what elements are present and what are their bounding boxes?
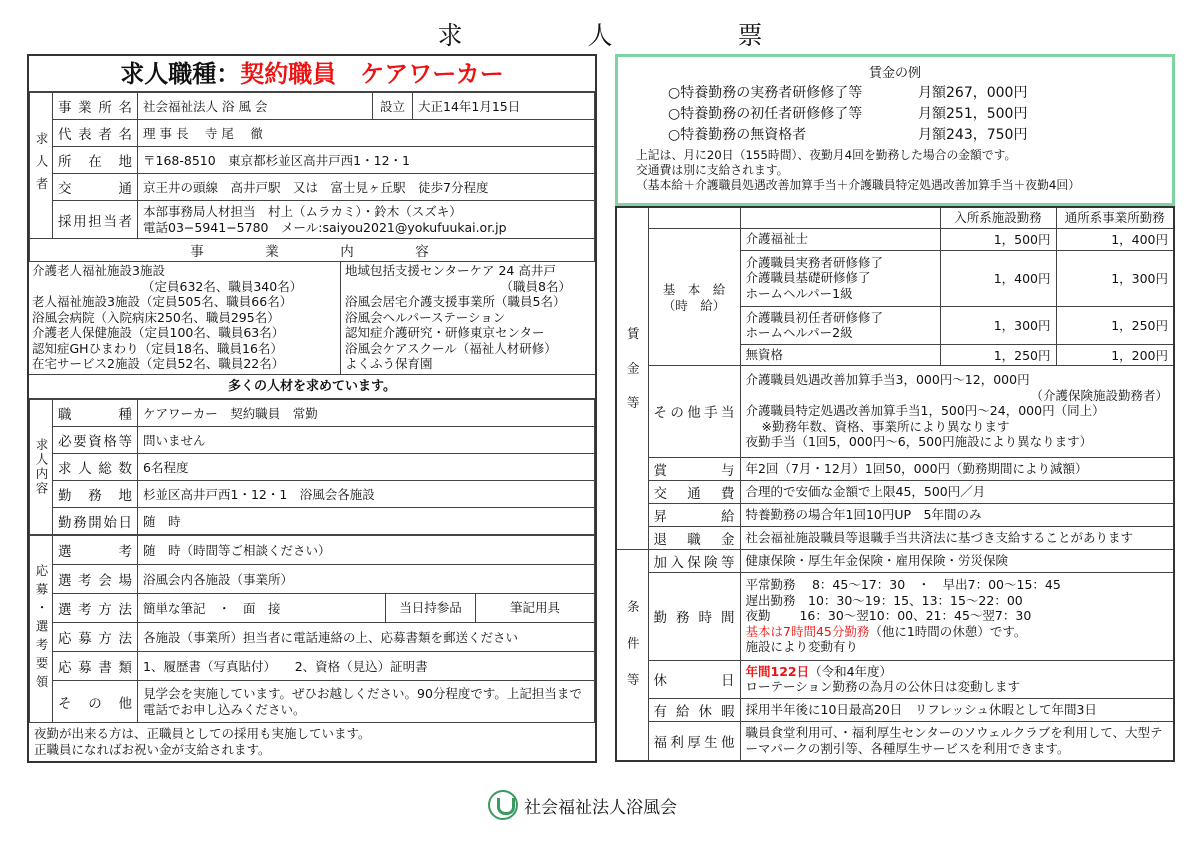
hours-break: （他に1時間の休憩）です。 xyxy=(869,623,1027,639)
label-bring: 当日持参品 xyxy=(386,594,476,623)
hours-line: 施設により変動有り xyxy=(745,639,859,655)
left-panel xyxy=(27,54,597,763)
value-commute: 合理的で安価な金額で上限45，500円／月 xyxy=(740,480,1174,503)
value-welfare: 職員食堂利用可、・福利厚生センターのソウェルクラブを利用して、大型テーマパークの割引等、各種厚生サービスを利用できます。 xyxy=(740,721,1174,761)
label-raise: 昇給 xyxy=(648,503,740,526)
allowance-line: ※勤務年数、資格、事業所により異なります xyxy=(761,418,1010,434)
business-item: 認知症GHひまわり（定員18名、職員16名） xyxy=(32,340,283,356)
value-job: ケアワーカー 契約職員 常勤 xyxy=(138,400,595,427)
label-commute: 交通費 xyxy=(648,480,740,503)
wage-residential: 1，300円 xyxy=(940,306,1056,344)
wage-example-heading: 賃金の例 xyxy=(868,66,921,81)
footer-note-line: 正職員になればお祝い金が支給されます。 xyxy=(34,741,271,757)
wage-daycare: 1，250円 xyxy=(1056,306,1174,344)
label-venue: 選考会場 xyxy=(53,565,138,594)
allowance-line: 介護職員特定処遇改善加算手当1，500円〜24，000円（同上） xyxy=(745,403,1105,419)
label-rep: 代表者名 xyxy=(53,120,138,147)
label-holiday: 休日 xyxy=(648,660,740,698)
value-workplace: 杉並区高井戸西1・12・1 浴風会各施設 xyxy=(138,481,595,508)
holiday-note: ローテーション勤務の為月の公休日は変動します xyxy=(745,679,1021,694)
allowance-line: 夜勤手当（1回5，000円〜6，500円施設により異なります） xyxy=(745,434,1093,450)
business-item: 浴風会居宅介護支援事業所（職員5名） xyxy=(345,294,566,309)
wage-example-label: ○特養勤務の無資格者 xyxy=(668,127,807,143)
business-item: （職員8名） xyxy=(500,278,571,294)
value-retirement: 社会福祉施設職員等退職手当共済法に基づき支給することがあります xyxy=(740,526,1174,549)
hours-line: 遅出勤務 10：30〜19：15、13：15〜22：00 xyxy=(745,592,1023,608)
holiday-year: （令和4年度） xyxy=(809,663,893,679)
label-paid-leave: 有給休暇 xyxy=(648,698,740,721)
wage-residential: 1，250円 xyxy=(940,344,1056,365)
value-insurance: 健康保険・厚生年金保険・雇用保険・労災保険 xyxy=(740,549,1174,572)
business-list xyxy=(29,262,595,375)
label-bonus: 賞与 xyxy=(648,457,740,480)
col-header-daycare: 通所系事業所勤務 xyxy=(1056,207,1174,228)
value-hours xyxy=(740,572,1174,660)
value-paid-leave: 採用半年後に10日最高20日 リフレッシュ休暇として年間3日 xyxy=(740,698,1174,721)
value-contact: 本部事務局人材担当 村上（ムラカミ）・鈴木（スズキ） xyxy=(143,204,462,219)
right-panel xyxy=(615,54,1175,762)
label-start: 勤務開始日 xyxy=(53,508,138,535)
job-heading: 求人職種：契約職員 ケアワーカー xyxy=(29,56,595,92)
value-other: 見学会を実施しています。ぜひお越しください。90分程度です。上記担当まで電話でお申し込みください。 xyxy=(138,681,595,723)
label-address: 所在地 xyxy=(53,147,138,174)
business-heading: 事 業 内 容 xyxy=(30,239,595,262)
value-contact-phone-mail[interactable]: 電話03−5941−5780 メール:saiyou2021@yokufuukai.or.jp xyxy=(143,219,507,235)
qual-name: 介護職員実務者研修修了 介護職員基礎研修修了 ホームヘルパー1級 xyxy=(740,250,940,306)
allowance-line: 介護職員処遇改善加算手当3，000円〜12，000円 xyxy=(745,372,1030,388)
footer-note xyxy=(29,723,595,761)
label-documents: 応募書類 xyxy=(53,652,138,681)
wage-example-value: 月額267，000円 xyxy=(918,85,1028,101)
business-item: 浴風会病院（入院病床250名、職員295名） xyxy=(32,309,280,325)
wage-daycare: 1，400円 xyxy=(1056,228,1174,250)
label-qual: 必要資格等 xyxy=(53,427,138,454)
base-pay-title: 基 本 給 xyxy=(662,281,726,297)
business-item: 浴風会ケアスクール（福祉人材研修） xyxy=(345,340,557,356)
wage-note: 上記は、月に20日（155時間）、夜勤月4回を勤務した場合の金額です。 xyxy=(636,148,1017,162)
wage-example-value: 月額243，750円 xyxy=(918,127,1028,143)
blank-cell xyxy=(648,207,740,228)
employer-side-label: 求人者 xyxy=(30,93,53,239)
label-job: 職種 xyxy=(53,400,138,427)
base-pay-sub: （時 給） xyxy=(662,297,726,313)
value-transit: 京王井の頭線 高井戸駅 又は 富士見ヶ丘駅 徒歩7分程度 xyxy=(138,174,595,201)
hours-basic: 基本は7時間45分勤務 xyxy=(745,623,870,639)
conditions-side-label: 条件等 xyxy=(616,549,648,761)
wage-residential: 1，500円 xyxy=(940,228,1056,250)
business-item: 在宅サービス2施設（定員52名、職員22名） xyxy=(32,356,285,371)
apply-side-label: 応募・選考要領 xyxy=(30,536,53,723)
value-bring: 筆記用具 xyxy=(476,594,595,623)
org-name: 社会福祉法人浴風会 xyxy=(524,797,677,818)
wage-daycare: 1，200円 xyxy=(1056,344,1174,365)
label-other: その他 xyxy=(53,681,138,723)
employer-table xyxy=(29,92,595,262)
hours-line: 平常勤務 8：45〜17：30 ・ 早出7：00〜15：45 xyxy=(745,577,1061,593)
qual-name: 介護福祉士 xyxy=(740,228,940,250)
hours-line: 夜勤 16：30〜翌10：00、21：45〜翌7：30 xyxy=(745,608,1032,624)
value-documents: 1、履歴書（写真貼付） 2、資格（見込）証明書 xyxy=(138,652,595,681)
value-holiday xyxy=(740,660,1174,698)
business-item: 浴風会ヘルパーステーション xyxy=(345,309,506,325)
value-apply-method: 各施設（事業所）担当者に電話連絡の上、応募書類を郵送ください xyxy=(138,623,595,652)
value-count: 6名程度 xyxy=(138,454,595,481)
value-founded: 大正14年1月15日 xyxy=(413,93,595,120)
value-raise: 特養勤務の場合年1回10円UP 5年間のみ xyxy=(740,503,1174,526)
job-detail-side-label: 求人内容 xyxy=(30,400,53,535)
job-detail-table xyxy=(29,399,595,535)
wage-example-label: ○特養勤務の初任者研修修了等 xyxy=(668,106,863,122)
value-venue: 浴風会内各施設（事業所） xyxy=(138,565,595,594)
apply-table xyxy=(29,535,595,723)
label-insurance: 加入保険等 xyxy=(648,549,740,572)
label-contact: 採用担当者 xyxy=(53,201,138,239)
wage-example-box xyxy=(615,54,1175,206)
label-welfare: 福利厚生他 xyxy=(648,721,740,761)
value-company: 社会福祉法人 浴 風 会 xyxy=(138,93,373,120)
page-title: 求 人 票 xyxy=(437,21,813,50)
value-method: 簡単な筆記 ・ 面 接 xyxy=(138,594,386,623)
holiday-count: 年間122日 xyxy=(745,663,810,679)
label-apply-method: 応募方法 xyxy=(53,623,138,652)
business-item: 老人福祉施設3施設（定員505名、職員66名） xyxy=(32,294,293,309)
wage-note: （基本給＋介護職員処遇改善加算手当＋介護職員特定処遇改善加算手当＋夜勤4回） xyxy=(636,178,1080,192)
label-retirement: 退職金 xyxy=(648,526,740,549)
value-selection: 随 時（時間等ご相談ください） xyxy=(138,536,595,565)
label-hours: 勤務時間 xyxy=(648,572,740,660)
label-other-allowance: その他手当 xyxy=(648,365,740,457)
label-workplace: 勤務地 xyxy=(53,481,138,508)
label-transit: 交通 xyxy=(53,174,138,201)
wage-example-label: ○特養勤務の実務者研修修了等 xyxy=(668,85,863,101)
business-item: 地域包括支援センターケア 24 高井戸 xyxy=(345,263,556,278)
base-pay-label xyxy=(648,228,740,365)
wage-daycare: 1，300円 xyxy=(1056,250,1174,306)
footer-note-line: 夜勤が出来る方は、正職員としての採用も実施しています。 xyxy=(34,726,371,741)
wage-table xyxy=(615,206,1175,762)
value-bonus: 年2回（7月・12月）1回50，000円（勤務期間により減額） xyxy=(740,457,1174,480)
qual-name: 無資格 xyxy=(740,344,940,365)
wages-side-label: 賃金等 xyxy=(616,207,648,549)
label-count: 求人総数 xyxy=(53,454,138,481)
blank-cell xyxy=(740,207,940,228)
value-qual: 問いません xyxy=(138,427,595,454)
wage-note: 交通費は別に支給されます。 xyxy=(636,163,789,177)
business-item: 介護老人保健施設（定員100名、職員63名） xyxy=(32,325,285,340)
wage-example-value: 月額251，500円 xyxy=(918,106,1028,122)
col-header-residential: 入所系施設勤務 xyxy=(940,207,1056,228)
label-method: 選考方法 xyxy=(53,594,138,623)
label-founded: 設立 xyxy=(373,93,413,120)
recruit-banner: 多くの人材を求めています。 xyxy=(29,375,595,399)
allowance-line: （介護保険施設勤務者） xyxy=(1030,387,1168,403)
qual-name: 介護職員初任者研修修了 ホームヘルパー2級 xyxy=(740,306,940,344)
value-start: 随 時 xyxy=(138,508,595,535)
org-emblem-icon xyxy=(488,790,518,820)
value-rep: 理 事 長 寺 尾 徹 xyxy=(138,120,595,147)
business-item: よくふう保育園 xyxy=(345,356,433,371)
value-address: 〒168-8510 東京都杉並区高井戸西1・12・1 xyxy=(138,147,595,174)
business-item: 認知症介護研究・研修東京センター xyxy=(345,325,545,340)
org-logo xyxy=(488,790,677,820)
wage-residential: 1，400円 xyxy=(940,250,1056,306)
job-type: 契約職員 ケアワーカー xyxy=(240,60,504,88)
label-selection: 選考 xyxy=(53,536,138,565)
business-item: 介護老人福祉施設3施設 xyxy=(32,263,165,278)
other-allowance xyxy=(740,365,1174,457)
label-company: 事業所名 xyxy=(53,93,138,120)
business-item: （定員632名、職員340名） xyxy=(142,278,303,294)
